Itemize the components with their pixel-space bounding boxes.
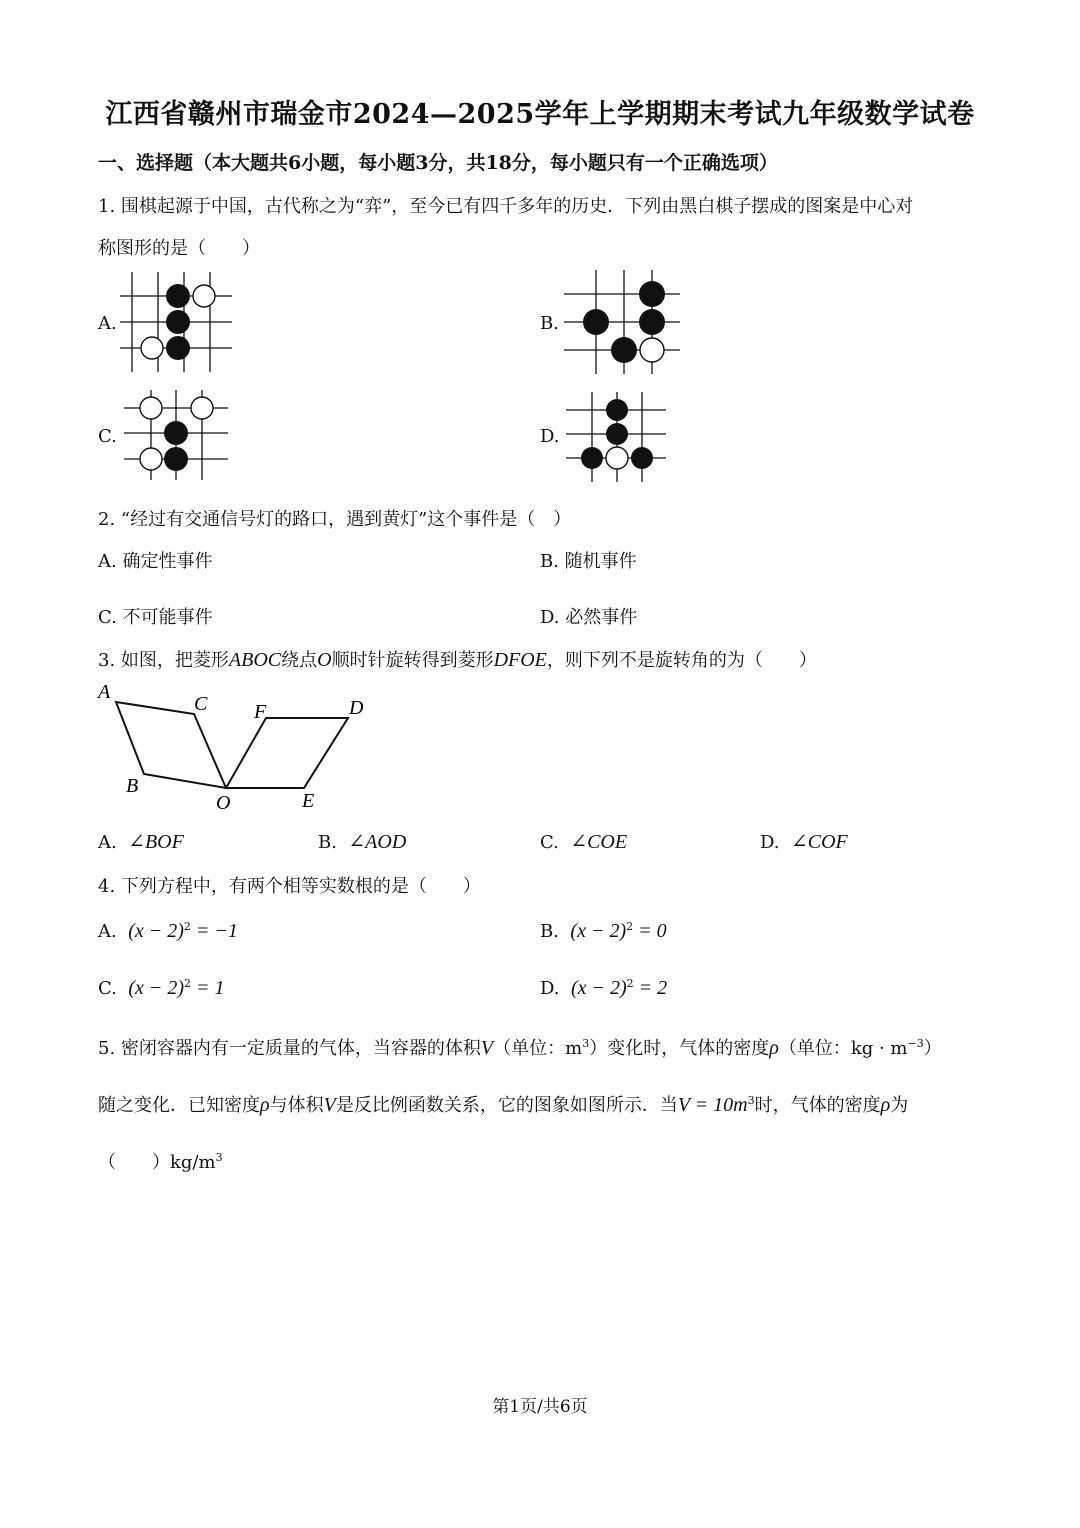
point-o-label: O: [317, 649, 332, 671]
q2-option-d: D. 必然事件: [540, 607, 638, 628]
q1-stem-line2: 称图形的是（ ）: [98, 238, 260, 259]
rhombus-dfoe-label: DFOE: [493, 649, 547, 671]
go-stone-black: [606, 423, 628, 445]
go-stone-white: [191, 397, 213, 419]
q3-option-c: C. ∠COE: [540, 831, 628, 853]
label-f: F: [254, 701, 267, 723]
go-stone-white: [141, 337, 163, 359]
go-board-b: [564, 270, 680, 374]
go-stone-white: [140, 397, 162, 419]
go-board-d: [566, 392, 666, 482]
q4-option-b: B. $(x - 2)^2 = 0$: [540, 920, 667, 942]
section-heading: 一、选择题（本大题共6小题，每小题3分，共18分，每小题只有一个正确选项）: [98, 152, 778, 174]
go-stone-white: [606, 447, 628, 469]
label-c: C: [194, 693, 208, 715]
q1-option-d-label: D.: [540, 426, 560, 447]
label-d: D: [349, 697, 364, 719]
q4-option-d: D. $(x - 2)^2 = 2$: [540, 977, 668, 999]
go-stone-black: [606, 399, 628, 421]
rhombus-abc-label: ABOC: [228, 649, 282, 671]
go-stone-black: [164, 421, 188, 445]
go-stone-black: [611, 337, 637, 363]
q1-option-a-label: A.: [98, 313, 117, 334]
page-footer: 第1页/共6页: [492, 1397, 588, 1417]
q4-option-a: A. $(x - 2)^2 = -1$: [98, 920, 238, 942]
rhombus-dfo-e: [226, 718, 348, 788]
label-b: B: [126, 775, 139, 797]
page-title: 江西省赣州市瑞金市2024—2025学年上学期期末考试九年级数学试卷: [105, 99, 975, 130]
q1-option-b-label: B.: [540, 313, 559, 334]
go-stone-white: [193, 285, 215, 307]
q4-option-c: C. $(x - 2)^2 = 1$: [98, 977, 225, 999]
go-stone-black: [639, 281, 665, 307]
go-board-a: [120, 272, 232, 372]
q2-option-a: A. 确定性事件: [98, 551, 213, 572]
go-stone-black: [166, 336, 190, 360]
go-stone-black: [164, 447, 188, 471]
q4-stem: 4. 下列方程中，有两个相等实数根的是（ ）: [98, 876, 481, 897]
q3-option-b: B. ∠AOD: [318, 831, 407, 853]
label-e: E: [302, 790, 315, 812]
q2-option-b: B. 随机事件: [540, 551, 637, 572]
q5-stem-line2: 随之变化．已知密度ρ与体积V是反比例函数关系，它的图象如图所示．当$V = 10m^3$时，气体的密度ρ为: [98, 1094, 909, 1116]
label-a: A: [98, 681, 111, 703]
label-o: O: [216, 792, 231, 814]
go-stone-black: [583, 309, 609, 335]
go-stone-black: [166, 310, 190, 334]
q5-stem-line3: （ ）$kg/m^3$: [98, 1151, 223, 1173]
q3-option-a: A. ∠BOF: [98, 831, 184, 853]
go-stone-black: [581, 447, 603, 469]
go-stone-black: [639, 309, 665, 335]
q3-option-d: D. ∠COF: [760, 831, 848, 853]
go-stone-white: [140, 448, 162, 470]
q5-stem-line1: 5. 密闭容器内有一定质量的气体，当容器的体积V（单位：$m^3$）变化时，气体的密度ρ（单位：kg · $m^{-3}$）: [98, 1037, 942, 1059]
rhombus-rotation-figure: [96, 676, 386, 816]
q1-option-c-label: C.: [98, 426, 117, 447]
go-stone-black: [166, 284, 190, 308]
q2-option-c: C. 不可能事件: [98, 607, 213, 628]
q3-stem: 3. 如图，把菱形ABOC绕点O顺时针旋转得到菱形DFOE，则下列不是旋转角的为（ ）: [98, 649, 817, 671]
go-stone-black: [631, 447, 653, 469]
q1-stem-line1: 1. 围棋起源于中国，古代称之为“弈”，至今已有四千多年的历史．下列由黑白棋子摆成的图案是中心对: [98, 196, 914, 217]
go-board-c: [124, 390, 228, 480]
q2-stem: 2. “经过有交通信号灯的路口，遇到黄灯”这个事件是（ ）: [98, 509, 572, 530]
go-stone-white: [640, 338, 664, 362]
